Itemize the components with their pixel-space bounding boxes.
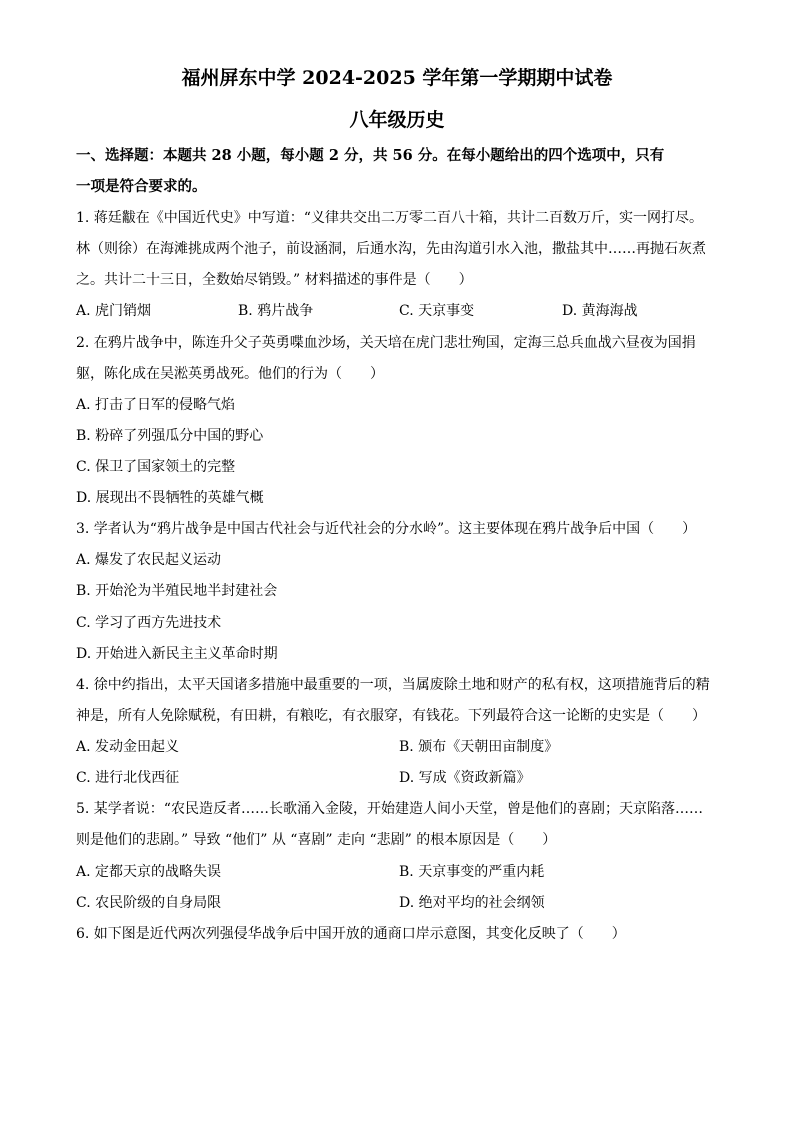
- question-2-option-a: A. 打击了日军的侵略气焰: [76, 397, 236, 413]
- question-4-stem-line1: 4. 徐中约指出，太平天国诸多措施中最重要的一项，当属废除土地和财产的私有权，这项措施背后的精: [76, 677, 710, 693]
- question-3-option-c: C. 学习了西方先进技术: [76, 615, 222, 631]
- section-heading-line2: 一项是符合要求的。: [76, 178, 207, 195]
- question-2-option-d: D. 展现出不畏牺牲的英雄气概: [76, 490, 264, 506]
- question-4-stem-line2: 神是，所有人免除赋税，有田耕，有粮吃，有衣服穿，有钱花。下列最符合这一论断的史实是（ ）: [76, 708, 706, 724]
- question-4-option-b: B. 颁布《天朝田亩制度》: [399, 739, 559, 755]
- question-1-stem-line1: 1. 蒋廷黻在《中国近代史》中写道：“义律共交出二万零二百八十箱，共计二百数万斤，实一网打尽。: [76, 210, 703, 226]
- question-1-option-d: D. 黄海海战: [562, 303, 638, 319]
- question-1-stem-line3: 之。共计二十三日，全数始尽销毁。” 材料描述的事件是（ ）: [76, 272, 473, 288]
- question-2-option-c: C. 保卫了国家领土的完整: [76, 459, 236, 475]
- question-1-option-c: C. 天京事变: [399, 303, 475, 319]
- question-1-option-a: A. 虎门销烟: [76, 303, 152, 319]
- question-4-option-d: D. 写成《资政新篇》: [399, 770, 531, 786]
- question-3-option-a: A. 爆发了农民起义运动: [76, 552, 222, 568]
- question-2-option-b: B. 粉碎了列强瓜分中国的野心: [76, 428, 264, 444]
- section-heading-line1: 一、选择题：本题共 28 小题，每小题 2 分，共 56 分。在每小题给出的四个选项中，只有: [76, 147, 665, 164]
- question-5-option-b: B. 天京事变的严重内耗: [399, 864, 545, 880]
- question-5-option-c: C. 农民阶级的自身局限: [76, 895, 222, 911]
- question-4-option-a: A. 发动金田起义: [76, 739, 180, 755]
- question-5-stem-line1: 5. 某学者说：“农民造反者……长歌涌入金陵，开始建造人间小天堂，曾是他们的喜剧；天京陷落……: [76, 801, 703, 817]
- question-2-stem-line1: 2. 在鸦片战争中，陈连升父子英勇喋血沙场，关天培在虎门悲壮殉国，定海三总兵血战六昼夜为国捐: [76, 335, 696, 351]
- question-5-option-a: A. 定都天京的战略失误: [76, 864, 222, 880]
- question-4-option-c: C. 进行北伐西征: [76, 770, 180, 786]
- question-2-stem-line2: 躯，陈化成在吴淞英勇战死。他们的行为（ ）: [76, 366, 384, 382]
- question-3-option-d: D. 开始进入新民主主义革命时期: [76, 646, 278, 662]
- question-3-stem-line1: 3. 学者认为“鸦片战争是中国古代社会与近代社会的分水岭”。这主要体现在鸦片战争后中国（ ）: [76, 521, 697, 537]
- question-5-stem-line2: 则是他们的悲剧。” 导致 “他们” 从 “喜剧” 走向 “悲剧” 的根本原因是（ ）: [76, 832, 557, 848]
- question-1-stem-line2: 林（则徐）在海滩挑成两个池子，前设涵洞，后通水沟，先由沟道引水入池，撒盐其中……再抛石灰煮: [76, 241, 706, 257]
- question-6-stem-line1: 6. 如下图是近代两次列强侵华战争后中国开放的通商口岸示意图，其变化反映了（ ）: [76, 926, 626, 942]
- exam-title: 福州屏东中学 2024-2025 学年第一学期期中试卷: [181, 67, 613, 89]
- question-5-option-d: D. 绝对平均的社会纲领: [399, 895, 545, 911]
- exam-subject: 八年级历史: [349, 109, 445, 131]
- question-1-option-b: B. 鸦片战争: [238, 303, 314, 319]
- question-3-option-b: B. 开始沦为半殖民地半封建社会: [76, 583, 278, 599]
